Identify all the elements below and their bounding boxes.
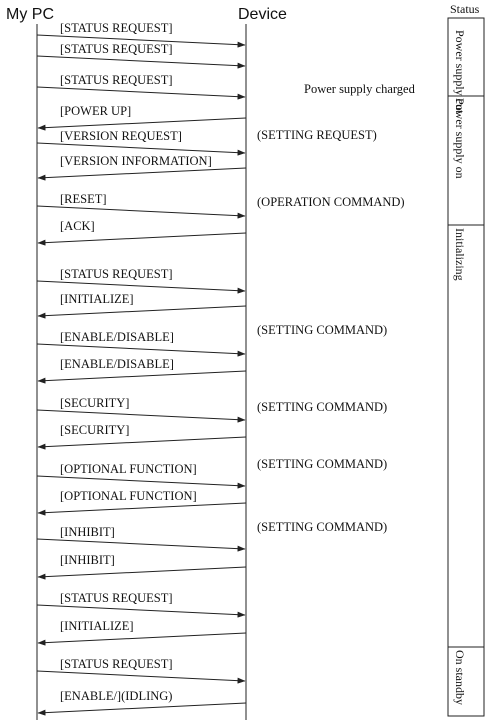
message-arrow (37, 539, 245, 549)
status-phase-label: Initializing (453, 228, 467, 281)
message-label: [STATUS REQUEST] (60, 591, 173, 605)
message-label: [OPTIONAL FUNCTION] (60, 489, 197, 503)
annotation: (SETTING COMMAND) (257, 520, 388, 534)
message-label: [ACK] (60, 219, 95, 233)
message (38, 689, 246, 713)
message-label: [STATUS REQUEST] (60, 73, 173, 87)
annotation: (SETTING REQUEST) (257, 128, 377, 142)
message (38, 619, 246, 643)
message-label: [RESET] (60, 192, 107, 206)
annotation: (SETTING COMMAND) (257, 400, 388, 414)
message-arrow (38, 118, 246, 128)
message-label: [STATUS REQUEST] (60, 42, 173, 56)
status-phase-label: On standby (453, 650, 467, 705)
message-arrow (37, 56, 245, 66)
message-label: [STATUS REQUEST] (60, 657, 173, 671)
annotation: (SETTING COMMAND) (257, 323, 388, 337)
message-arrow (38, 633, 246, 643)
messages (37, 21, 246, 713)
message-label: [SECURITY] (60, 396, 130, 410)
annotation: Power supply charged (304, 82, 415, 96)
message (37, 73, 245, 97)
message (37, 591, 245, 615)
message-arrow (37, 143, 245, 153)
message (38, 292, 246, 316)
message-arrow (38, 437, 246, 447)
message (38, 423, 246, 447)
message-label: [INHIBIT] (60, 553, 115, 567)
message (37, 525, 245, 549)
message-label: [STATUS REQUEST] (60, 267, 173, 281)
message (38, 104, 246, 128)
message (37, 267, 245, 291)
message-arrow (37, 476, 245, 486)
message-arrow (37, 605, 245, 615)
status-phase-label: Power supply cut (453, 30, 467, 114)
message-label: [ENABLE/](IDLING) (60, 689, 173, 703)
message (37, 396, 245, 420)
message-arrow (37, 281, 245, 291)
notes (257, 82, 416, 534)
message-label: [INITIALIZE] (60, 619, 134, 633)
annotation: (SETTING COMMAND) (257, 457, 388, 471)
message (38, 154, 246, 178)
message-arrow (38, 503, 246, 513)
status-phase-label: Power supply on (453, 98, 467, 179)
message (38, 489, 246, 513)
message-arrow (37, 344, 245, 354)
message-label: [POWER UP] (60, 104, 132, 118)
message-arrow (38, 306, 246, 316)
message-arrow (38, 233, 246, 243)
participant-my-pc: My PC (6, 6, 54, 23)
message-label: [INITIALIZE] (60, 292, 134, 306)
message-label: [STATUS REQUEST] (60, 21, 173, 35)
message-arrow (38, 168, 246, 178)
message-label: [VERSION REQUEST] (60, 129, 182, 143)
message (37, 462, 245, 486)
message-label: [ENABLE/DISABLE] (60, 357, 174, 371)
message (37, 657, 245, 681)
message-arrow (37, 410, 245, 420)
message (38, 357, 246, 381)
participant-device: Device (238, 6, 287, 23)
annotation: (OPERATION COMMAND) (257, 195, 405, 209)
status-phases (448, 30, 484, 705)
message-label: [SECURITY] (60, 423, 130, 437)
message (37, 42, 245, 66)
message-label: [ENABLE/DISABLE] (60, 330, 174, 344)
message-arrow (38, 371, 246, 381)
message-label: [INHIBIT] (60, 525, 115, 539)
message-label: [OPTIONAL FUNCTION] (60, 462, 197, 476)
message-arrow (38, 567, 246, 577)
message-arrow (37, 206, 245, 216)
message (37, 330, 245, 354)
message-arrow (37, 671, 245, 681)
message (38, 219, 246, 243)
status-header: Status (450, 2, 480, 16)
message-arrow (37, 87, 245, 97)
message-arrow (38, 703, 246, 713)
message (38, 553, 246, 577)
message (37, 129, 245, 153)
message-label: [VERSION INFORMATION] (60, 154, 212, 168)
message (37, 192, 245, 216)
